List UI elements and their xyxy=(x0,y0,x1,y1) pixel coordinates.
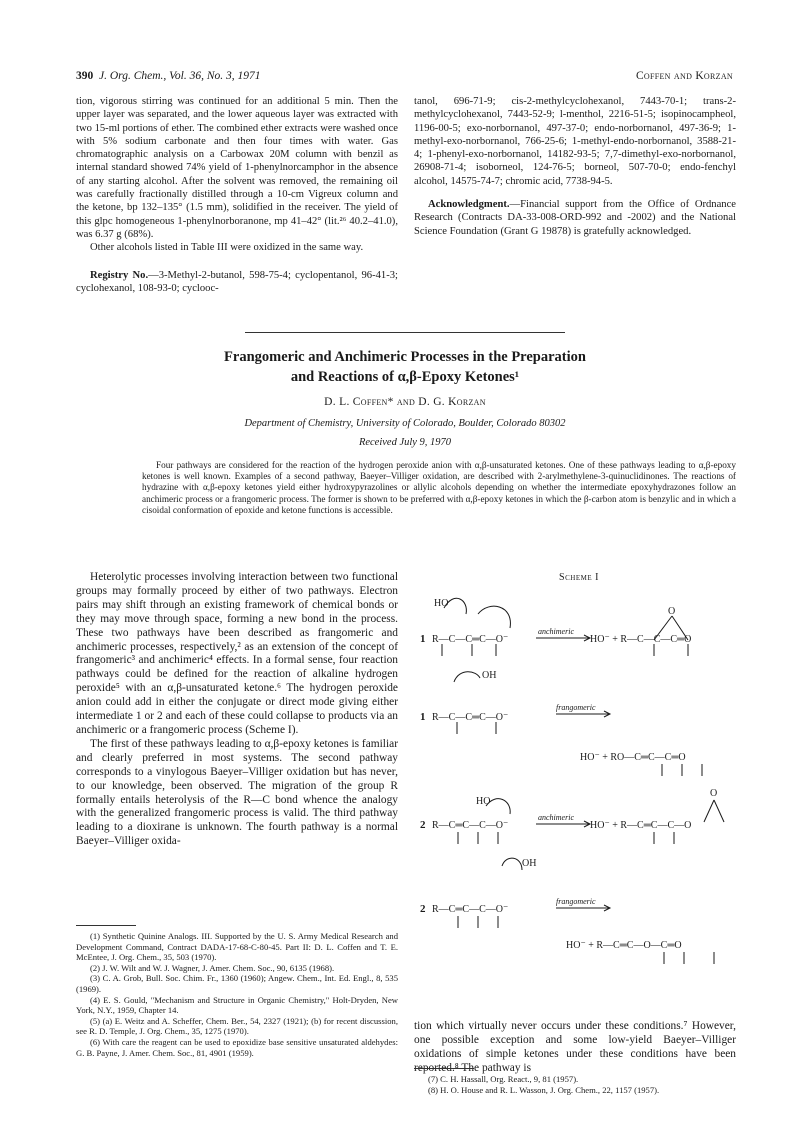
scheme-chain-1b: R—C—C═C—O⁻ xyxy=(432,712,509,723)
scheme-oh-1: OH xyxy=(482,670,497,681)
scheme-title: Scheme I xyxy=(559,572,599,583)
article-affiliation: Department of Chemistry, University of Colorado, Boulder, Colorado 80302 xyxy=(244,418,566,429)
body-left-column xyxy=(76,571,398,849)
scheme-drawing xyxy=(414,570,744,1010)
scheme-ho-2: HO xyxy=(476,796,491,807)
scheme-epoxide-o: O xyxy=(668,606,676,617)
footnote: (8) H. O. House and R. L. Wasson, J. Org. Chem., 22, 1157 (1957). xyxy=(428,1084,660,1095)
registry-continued: tanol, 696-71-9; cis-2-methylcyclohexanol, 7443-70-1; trans-2-methylcyclohexanol, 7443-52-9; l-menthol, 2216-51-5; isopinocampheol, 1196-00-5; exo-norbornanol, 497-37-0; endo-norbornanol, 497-36-9; 1-methyl-exo-norbornanol, 766-25-6; 1-methyl-endo-norbornanol, 3588-21-4; 1-phenyl-exo-norbornanol, 14182-93-5; 7,7-dimethyl-exo-norbornanol, 26908-71-4; isoborneol, 124-76-5; borneol, 507-70-0; endo-fenchyl alcohol, 14575-74-7; chromic acid, 7738-94-5. xyxy=(414,96,736,187)
ack-label: Acknowledgment. xyxy=(428,199,510,211)
header-journal xyxy=(76,70,261,82)
scheme-chain-2b: R—C═C—C—O⁻ xyxy=(432,904,509,915)
footnote: (1) Synthetic Quinine Analogs. III. Supported by the U. S. Army Medical Research and Development Command, Contract DADA-17-68-C-80-45. Part II: D. L. Coffen and T. E. McEntee, J. Org. Chem., 35, 503 (1970). xyxy=(76,931,398,963)
footnote-rule-right xyxy=(414,1068,474,1069)
scheme-i xyxy=(414,570,744,1010)
scheme-chain-2a: R—C═C—C—O⁻ xyxy=(432,820,509,831)
footnote: (6) With care the reagent can be used to epoxidize base sensitive unsaturated aldehydes: G. B. Payne, J. Amer. Chem. Soc., 81, 4901 (1959). xyxy=(76,1036,398,1058)
article-title-line-2: and Reactions of α,β-Epoxy Ketones¹ xyxy=(290,369,520,385)
footnote: (2) J. W. Wilt and W. J. Wagner, J. Amer. Chem. Soc., 90, 6135 (1968). xyxy=(90,962,335,973)
section-divider xyxy=(245,332,565,333)
scheme-product-ester: HO⁻ + R—C═C—O—C═O xyxy=(566,940,682,951)
experimental-paragraph-2: Other alcohols listed in Table III were oxidized in the same way. xyxy=(90,242,364,254)
running-title: Coffen and Korzan xyxy=(635,70,733,82)
scheme-arrow-anchimeric-2: anchimeric xyxy=(538,813,574,822)
footnote: (3) C. A. Grob, Bull. Soc. Chim. Fr., 1360 (1960); Angew. Chem., Int. Ed. Engl., 8, 535 (1969). xyxy=(76,973,398,994)
scheme-ho-1: HO xyxy=(434,598,449,609)
ack-text: —Financial support from the Office of Ordnance Research (Contracts DA-33-008-ORD-992 and -2002) and the National Science Foundation (Grant G 19878) is gratefully acknowledged. xyxy=(414,199,736,237)
scheme-label-1a: 1 xyxy=(420,633,426,645)
footnotes-left xyxy=(76,931,398,1058)
article-authors: D. L. Coffen* and D. G. Korzan xyxy=(324,396,486,408)
registry-label: Registry No. xyxy=(90,269,149,281)
article-title-line-1: Frangomeric and Anchimeric Processes in the Preparation xyxy=(224,349,586,365)
page-number: 390 xyxy=(76,70,94,82)
top-left-column xyxy=(76,95,398,295)
scheme-chain-1a: R—C—C═C—O⁻ xyxy=(432,634,509,645)
body-paragraph-2: The first of these pathways leading to α,β-epoxy ketones is familiar and clearly preferred in most systems. The second pathway corresponds to a vinylogous Baeyer–Villiger oxidation but has never, to our knowledge, been observed. The migration of the group R formally entails heterolysis of the R—C bond whence the analogy with the generalized frangomeric process is valid. The third pathway leading to a dioxirane is unknown. The fourth pathway is a normal Baeyer–Villiger oxida- xyxy=(76,737,398,848)
body-right-paragraph: tion which virtually never occurs under these conditions.⁷ However, one possible exception and some low-yield Baeyer–Villiger oxidations of simple ketones under these conditions have been reported.⁸ The pathway is xyxy=(414,1020,736,1074)
scheme-dioxirane-o: O xyxy=(710,788,718,799)
footnotes-right xyxy=(414,1074,736,1095)
scheme-label-2b: 2 xyxy=(420,903,426,915)
scheme-label-1b: 1 xyxy=(420,711,426,723)
scheme-arrow-frangomeric-1: frangomeric xyxy=(556,703,596,712)
top-right-column xyxy=(414,95,736,238)
footnote-rule-left xyxy=(76,925,136,926)
scheme-label-2a: 2 xyxy=(420,819,426,831)
scheme-oh-2: OH xyxy=(522,858,537,869)
scheme-arrow-anchimeric-1: anchimeric xyxy=(538,627,574,636)
acknowledgment xyxy=(414,198,736,238)
footnote: (5) (a) E. Weitz and A. Scheffer, Chem. Ber., 54, 2327 (1921); (b) for recent discussion, see R. D. Temple, J. Org. Chem., 35, 1275 (1970). xyxy=(76,1015,398,1037)
received-date: Received July 9, 1970 xyxy=(358,437,452,448)
scheme-product-epoxide: HO⁻ + R—C—C—C═O xyxy=(590,634,692,645)
footnote: (7) C. H. Hassall, Org. React., 9, 81 (1957). xyxy=(428,1074,579,1084)
scheme-product-dioxirane: HO⁻ + R—C═C—C—O xyxy=(590,820,692,831)
scheme-product-vinyl-ester: HO⁻ + RO—C═C—C═O xyxy=(580,752,686,763)
scheme-arrow-frangomeric-2: frangomeric xyxy=(556,897,596,906)
footnote: (4) E. S. Gould, "Mechanism and Structure in Organic Chemistry," Holt-Dryden, New York, N.Y., 1959, Chapter 14. xyxy=(76,994,398,1016)
journal-citation: J. Org. Chem., Vol. 36, No. 3, 1971 xyxy=(99,70,261,82)
abstract: Four pathways are considered for the reaction of the hydrogen peroxide anion with α,β-unsaturated ketones. One of these pathways leading to α,β-epoxy ketones is well known. Examples of a second pathway, Baeyer–Villiger oxidation, are described with 2-arylmethylene-3-quinuclidinones. The reactions of hydrazine with α,β-epoxy ketones yield either hydroxypyrazolines or allylic alcohols depending on whether the intermediate epoxyhydrazones follow an anchimeric process or a frangomeric process. The former is shown to be preferred with α,β-epoxy ketones in which the β-carbon atom is benzylic and in which a cisoidal conformation of epoxide and ketone functions is accessible. xyxy=(142,460,736,515)
experimental-paragraph: tion, vigorous stirring was continued for an additional 5 min. Then the upper layer was separated, and the lower aqueous layer was extracted with two 15-ml portions of ether. The combined ether extracts were washed once with 5% sodium carbonate and then four times with water. Gas chromatographic analysis on a Carbowax 20M column with benzil as internal standard showed 74% yield of 1-phenylnorcamphor in the absence of any starting alcohol. After the solvent was removed, the remaining oil was carefully fractionally distilled through a 10-cm Vigreux column and the ketone, bp 132–135° (1.5 mm), solidified in the receiver. The yield of this glpc homogeneous 1-phenylnorboranone, mp 41–42° (lit.²⁶ 40.2–41.0), was 6.37 g (68%). xyxy=(76,96,398,240)
running-header xyxy=(76,70,733,86)
body-paragraph-1: Heterolytic processes involving interaction between two functional groups may formally proceed by either of two pathways. Electron pairs may shift through an existing framework of chemical bonds or they may move through space, forming a new bond in the process. These two pathways have been described as frangomeric and anchimeric processes, respectively,² as an extension of the concept of frangomeric³ and anchimeric⁴ effects. In a formal sense, four reaction pathways could be defined for the reaction of alkaline hydrogen peroxide⁵ with an α,β-unsaturated ketone.⁶ The hydrogen peroxide anion could add in either the conjugate or direct mode giving either intermediate 1 or 2 and each of these could collapse to products via an anchimeric or a frangomeric process (Scheme I). xyxy=(76,571,398,736)
registry-numbers xyxy=(76,269,398,296)
registry-text: —3-Methyl-2-butanol, 598-75-4; cyclopentanol, 96-41-3; cyclohexanol, 108-93-0; cyclooc- xyxy=(76,269,398,294)
